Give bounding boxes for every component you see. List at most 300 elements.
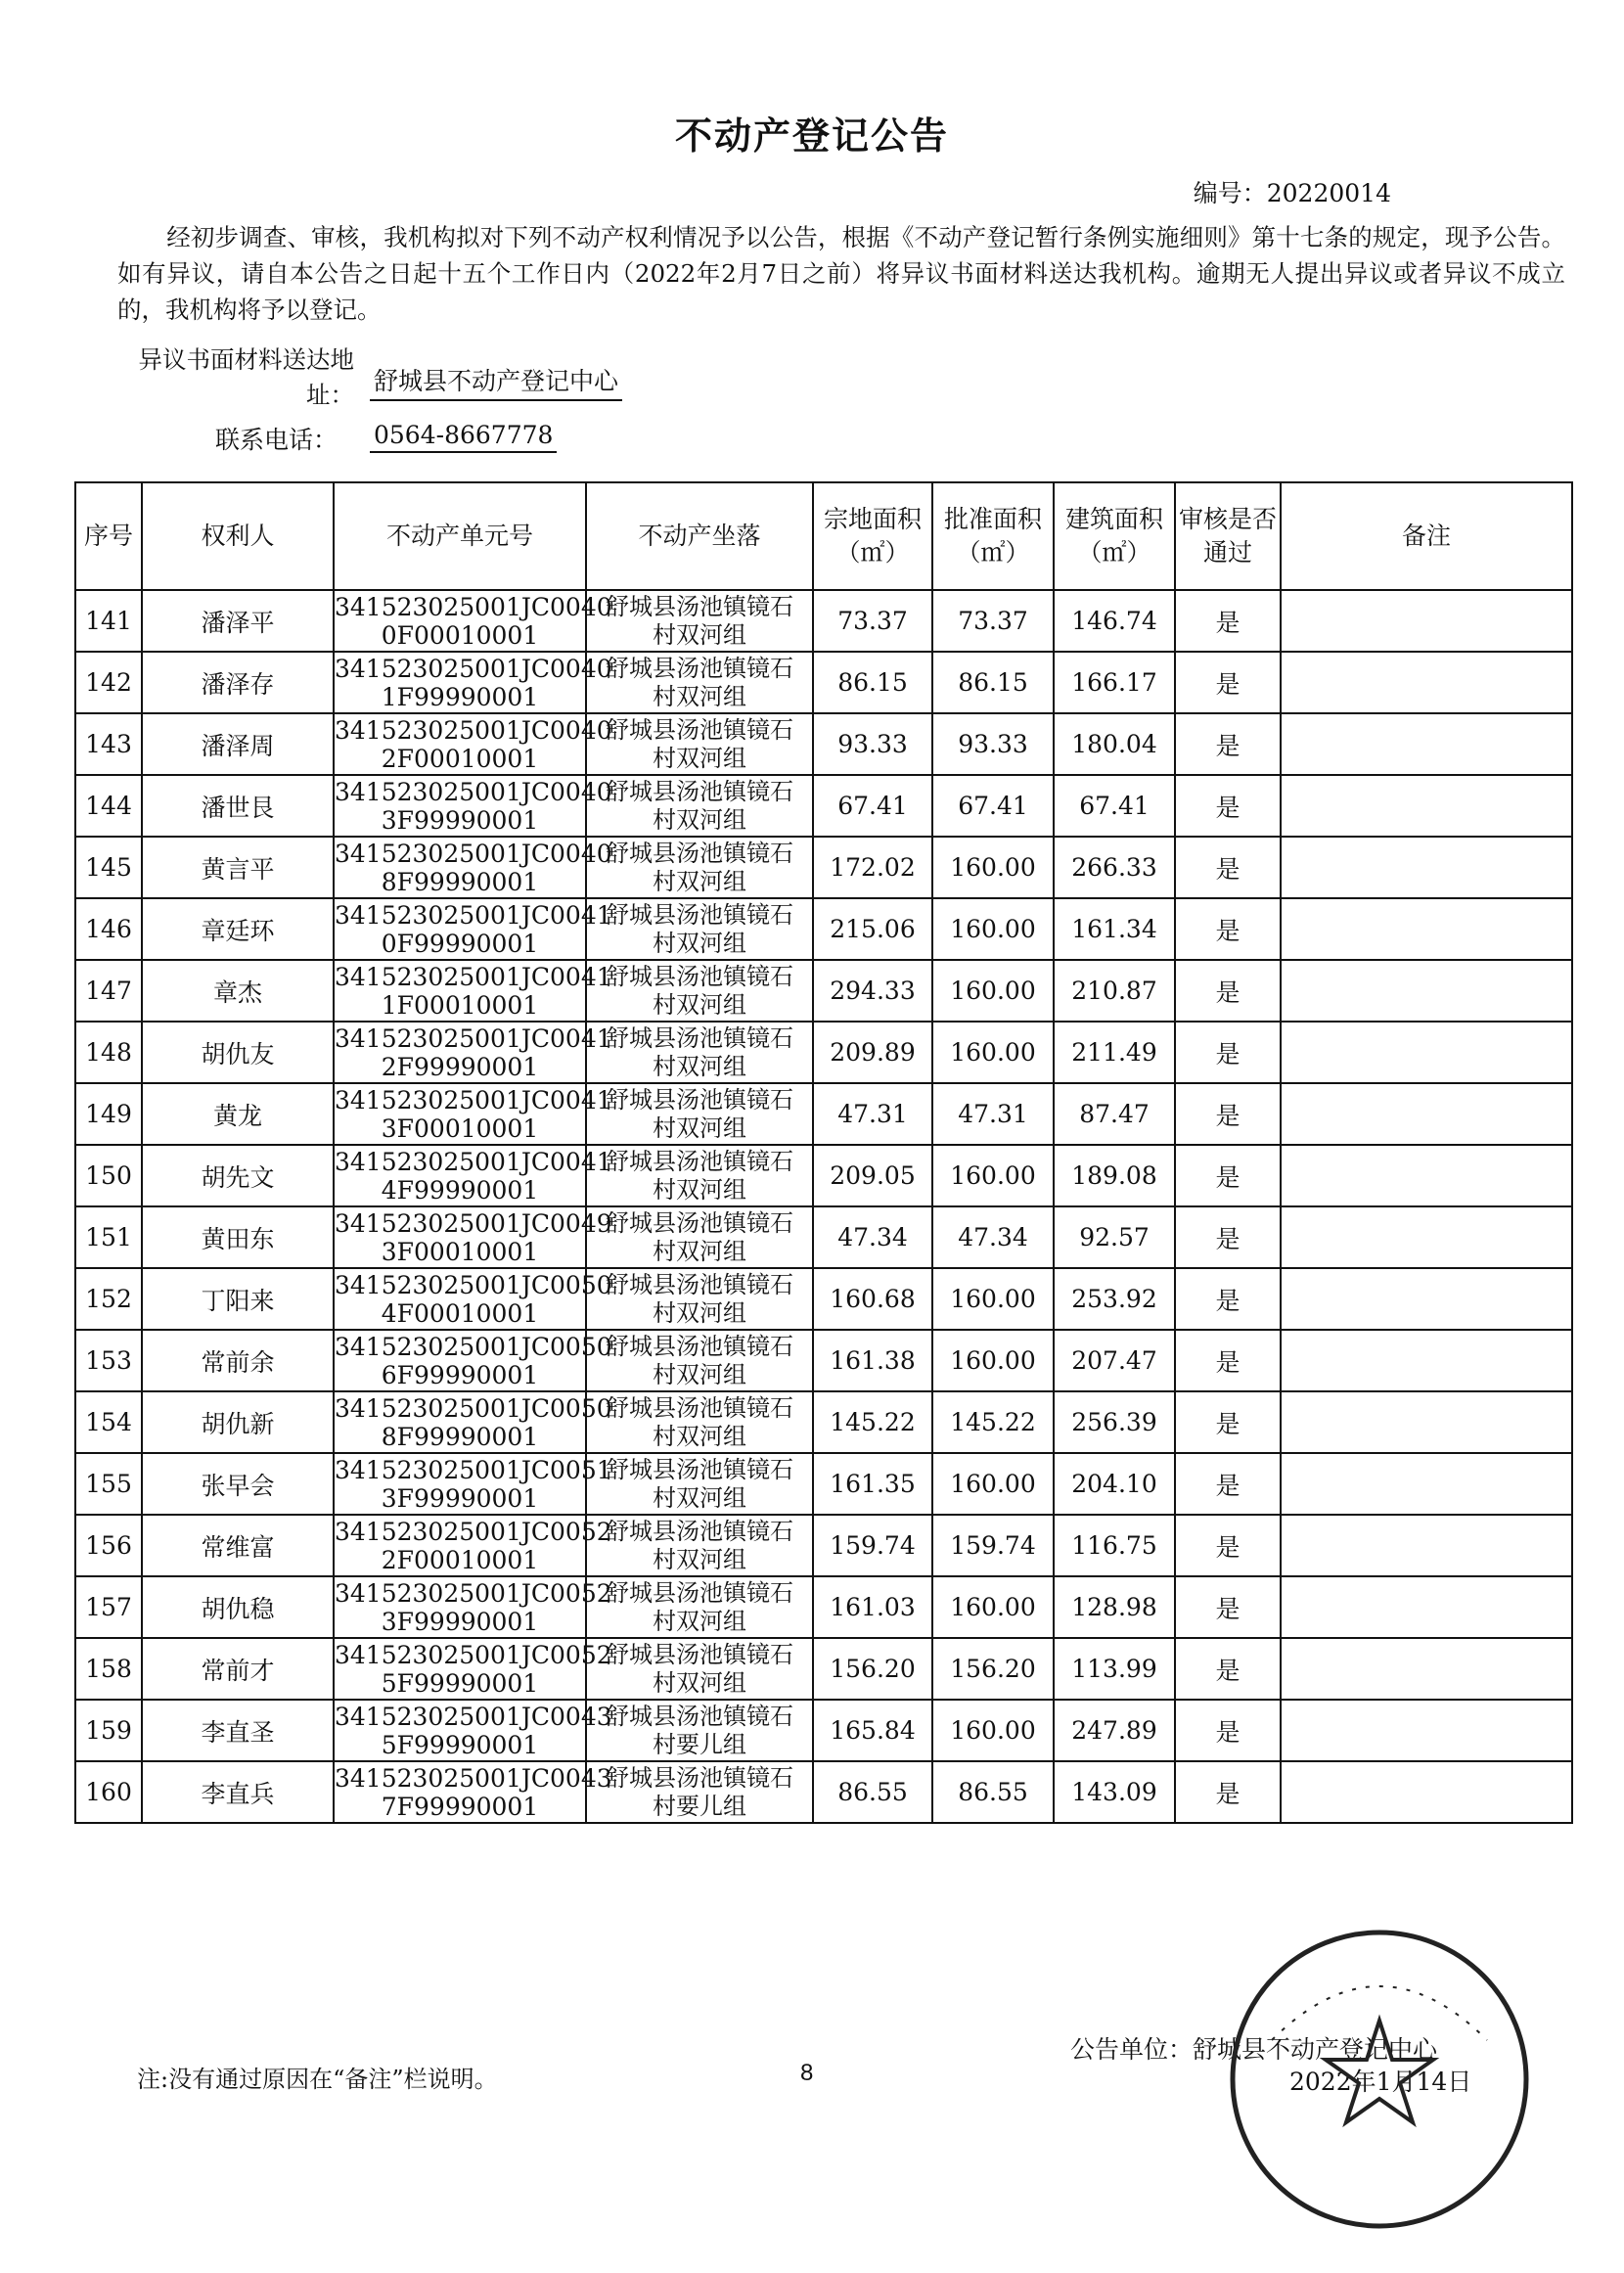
building-area-cell — [1054, 775, 1175, 837]
unit-number-cell-text: 3F99990001 — [381, 805, 539, 835]
location-cell — [586, 775, 813, 837]
table-row — [75, 1453, 1572, 1515]
location-cell-text: 舒城县汤池镇镜石 — [606, 962, 793, 990]
table-row — [75, 1391, 1572, 1453]
unit-number-cell-text: 341523025001JC0052 — [335, 1517, 612, 1546]
remark-cell — [1281, 1515, 1572, 1576]
location-cell-text: 村双河组 — [653, 1607, 746, 1635]
location-cell-text: 舒城县汤池镇镜石 — [606, 900, 793, 929]
location-cell-text: 村要儿组 — [653, 1792, 746, 1820]
table-row — [75, 960, 1572, 1022]
remark-cell — [1281, 1206, 1572, 1268]
unit-number-cell — [334, 1576, 612, 1638]
review-pass-cell-text: 是 — [1215, 1039, 1241, 1068]
building-area-cell-text: 211.49 — [1071, 1038, 1157, 1067]
approved-area-cell-text: 47.34 — [958, 1223, 1028, 1251]
owner-cell-text: 潘泽平 — [201, 608, 275, 637]
row-number-text: 160 — [85, 1778, 132, 1806]
building-area-cell-text: 113.99 — [1071, 1655, 1157, 1683]
table-row — [75, 1022, 1572, 1083]
unit-number-cell-text: 3F99990001 — [381, 1483, 539, 1513]
row-number — [75, 775, 142, 837]
owner-cell-text: 常前余 — [201, 1347, 275, 1377]
review-pass-cell — [1175, 1145, 1281, 1206]
location-cell — [586, 1391, 813, 1453]
owner-cell — [142, 1453, 334, 1515]
unit-number-cell-text: 8F99990001 — [381, 867, 539, 896]
review-pass-cell-text: 是 — [1215, 793, 1241, 822]
land-area-cell-text: 161.03 — [830, 1593, 916, 1621]
unit-number-cell — [334, 960, 612, 1022]
unit-number-cell — [334, 1515, 612, 1576]
review-pass-cell-text: 是 — [1215, 1594, 1241, 1623]
building-area-cell-text: 146.74 — [1071, 607, 1157, 635]
owner-cell — [142, 1206, 334, 1268]
review-pass-cell — [1175, 1083, 1281, 1145]
building-area-cell-text: 207.47 — [1071, 1346, 1157, 1375]
review-pass-cell-text: 是 — [1215, 1101, 1241, 1130]
row-number — [75, 1083, 142, 1145]
approved-area-cell — [932, 898, 1054, 960]
owner-cell — [142, 1022, 334, 1083]
row-number — [75, 713, 142, 775]
location-cell-text: 舒城县汤池镇镜石 — [606, 592, 793, 620]
land-area-cell — [813, 652, 932, 713]
owner-cell — [142, 837, 334, 898]
approved-area-cell-text: 160.00 — [950, 1470, 1036, 1498]
review-pass-cell-text: 是 — [1215, 1532, 1241, 1562]
approved-area-cell-text: 160.00 — [950, 1285, 1036, 1313]
location-cell — [586, 1453, 813, 1515]
row-number-text: 142 — [85, 668, 132, 697]
approved-area-cell — [932, 1761, 1054, 1823]
approved-area-cell-text: 160.00 — [950, 977, 1036, 1005]
land-area-cell-text: 161.38 — [830, 1346, 916, 1375]
remark-cell — [1281, 1268, 1572, 1330]
remark-cell — [1281, 1576, 1572, 1638]
location-cell — [586, 1022, 813, 1083]
location-cell — [586, 1700, 813, 1761]
phone-value: 0564-8667778 — [370, 421, 557, 453]
review-pass-cell-text: 是 — [1215, 1409, 1241, 1438]
unit-number-cell-text: 2F99990001 — [381, 1052, 539, 1081]
row-number-text: 143 — [85, 730, 132, 758]
unit-number-cell — [334, 1638, 612, 1700]
remark-cell — [1281, 898, 1572, 960]
building-area-cell — [1054, 713, 1175, 775]
owner-cell-text: 张早会 — [201, 1471, 275, 1500]
header-cell: 不动产坐落 — [586, 482, 813, 590]
unit-number-cell-text: 341523025001JC0041 — [335, 1085, 612, 1114]
row-number — [75, 652, 142, 713]
row-number-text: 154 — [85, 1408, 132, 1436]
approved-area-cell-text: 160.00 — [950, 1593, 1036, 1621]
review-pass-cell-text: 是 — [1215, 1656, 1241, 1685]
location-cell-text: 村双河组 — [653, 1237, 746, 1265]
remark-cell — [1281, 775, 1572, 837]
unit-number-cell — [334, 837, 612, 898]
unit-number-cell — [334, 1083, 612, 1145]
remark-cell — [1281, 1083, 1572, 1145]
unit-number-cell — [334, 775, 612, 837]
row-number — [75, 1206, 142, 1268]
unit-number-cell — [334, 1022, 612, 1083]
review-pass-cell — [1175, 775, 1281, 837]
owner-cell — [142, 1576, 334, 1638]
review-pass-cell — [1175, 1576, 1281, 1638]
table-row — [75, 1700, 1572, 1761]
row-number — [75, 1576, 142, 1638]
approved-area-cell-text: 145.22 — [950, 1408, 1036, 1436]
document-title: 不动产登记公告 — [674, 114, 949, 158]
approved-area-cell-text: 93.33 — [958, 730, 1028, 758]
unit-number-cell-text: 3F00010001 — [381, 1114, 539, 1143]
approved-area-cell — [932, 1700, 1054, 1761]
row-number — [75, 1268, 142, 1330]
approved-area-cell — [932, 1330, 1054, 1391]
location-cell — [586, 1761, 813, 1823]
location-cell-text: 村双河组 — [653, 1298, 746, 1327]
table-row — [75, 652, 1572, 713]
location-cell — [586, 1083, 813, 1145]
table-row — [75, 713, 1572, 775]
review-pass-cell — [1175, 1330, 1281, 1391]
location-cell-text: 舒城县汤池镇镜石 — [606, 1332, 793, 1360]
land-area-cell — [813, 713, 932, 775]
remark-cell — [1281, 652, 1572, 713]
seal-icon — [1203, 1913, 1556, 2246]
building-area-cell — [1054, 1638, 1175, 1700]
location-cell-text: 舒城县汤池镇镜石 — [606, 1208, 793, 1237]
row-number-text: 145 — [85, 853, 132, 882]
review-pass-cell-text: 是 — [1215, 1224, 1241, 1253]
building-area-cell — [1054, 960, 1175, 1022]
unit-number-cell-text: 341523025001JC0041 — [335, 962, 612, 991]
issue-date: 2022年1月14日 — [1289, 2068, 1472, 2096]
location-cell — [586, 1515, 813, 1576]
land-area-cell-text: 93.33 — [837, 730, 908, 758]
owner-cell-text: 常维富 — [201, 1532, 275, 1562]
review-pass-cell — [1175, 1638, 1281, 1700]
header-cell: 审核是否通过 — [1175, 482, 1281, 590]
location-cell — [586, 898, 813, 960]
table-row — [75, 1083, 1572, 1145]
approved-area-cell — [932, 1515, 1054, 1576]
land-area-cell — [813, 1145, 932, 1206]
location-cell-text: 村双河组 — [653, 1114, 746, 1142]
building-area-cell — [1054, 837, 1175, 898]
review-pass-cell — [1175, 1515, 1281, 1576]
unit-number-cell-text: 341523025001JC0049 — [335, 1208, 612, 1238]
location-cell-text: 舒城县汤池镇镜石 — [606, 1763, 793, 1792]
building-area-cell — [1054, 1145, 1175, 1206]
building-area-cell — [1054, 1022, 1175, 1083]
approved-area-cell — [932, 1638, 1054, 1700]
row-number — [75, 1638, 142, 1700]
unit-number-cell — [334, 1700, 612, 1761]
review-pass-cell-text: 是 — [1215, 1471, 1241, 1500]
review-pass-cell-text: 是 — [1215, 1286, 1241, 1315]
header-cell: 批准面积（㎡） — [932, 482, 1054, 590]
approved-area-cell — [932, 1083, 1054, 1145]
land-area-cell-text: 161.35 — [830, 1470, 916, 1498]
unit-number-cell-text: 1F00010001 — [381, 990, 539, 1020]
review-pass-cell — [1175, 960, 1281, 1022]
land-area-cell — [813, 590, 932, 652]
row-number-text: 152 — [85, 1285, 132, 1313]
building-area-cell-text: 143.09 — [1071, 1778, 1157, 1806]
table-row — [75, 1145, 1572, 1206]
land-area-cell-text: 145.22 — [830, 1408, 916, 1436]
review-pass-cell-text: 是 — [1215, 916, 1241, 945]
land-area-cell — [813, 775, 932, 837]
approved-area-cell — [932, 960, 1054, 1022]
location-cell-text: 舒城县汤池镇镜石 — [606, 1270, 793, 1298]
land-area-cell — [813, 1083, 932, 1145]
unit-number-cell-text: 341523025001JC0050 — [335, 1332, 612, 1361]
land-area-cell-text: 215.06 — [830, 915, 916, 943]
header-cell: 权利人 — [142, 482, 334, 590]
unit-number-cell — [334, 1268, 612, 1330]
review-pass-cell — [1175, 652, 1281, 713]
owner-cell — [142, 775, 334, 837]
unit-number-cell-text: 341523025001JC0040 — [335, 592, 612, 621]
land-area-cell — [813, 1022, 932, 1083]
owner-cell-text: 胡仇友 — [201, 1039, 275, 1068]
approved-area-cell-text: 73.37 — [958, 607, 1028, 635]
land-area-cell-text: 86.15 — [837, 668, 908, 697]
table-row — [75, 1206, 1572, 1268]
land-area-cell — [813, 1330, 932, 1391]
remark-cell — [1281, 1700, 1572, 1761]
location-cell — [586, 1206, 813, 1268]
approved-area-cell — [932, 837, 1054, 898]
location-cell — [586, 960, 813, 1022]
owner-cell-text: 丁阳来 — [201, 1286, 275, 1315]
location-cell-text: 村双河组 — [653, 1422, 746, 1450]
row-number — [75, 1761, 142, 1823]
owner-cell-text: 章廷环 — [201, 916, 275, 945]
unit-number-cell — [334, 1145, 612, 1206]
building-area-cell-text: 166.17 — [1071, 668, 1157, 697]
official-seal — [1203, 1913, 1556, 2246]
review-pass-cell — [1175, 1206, 1281, 1268]
building-area-cell — [1054, 1761, 1175, 1823]
approved-area-cell-text: 160.00 — [950, 1161, 1036, 1190]
row-number-text: 158 — [85, 1655, 132, 1683]
owner-cell — [142, 1391, 334, 1453]
row-number-text: 156 — [85, 1531, 132, 1560]
unit-number-cell — [334, 898, 612, 960]
unit-number-cell-text: 5F99990001 — [381, 1730, 539, 1759]
review-pass-cell — [1175, 837, 1281, 898]
building-area-cell — [1054, 1268, 1175, 1330]
owner-cell — [142, 1145, 334, 1206]
approved-area-cell — [932, 1145, 1054, 1206]
unit-number-cell-text: 0F00010001 — [381, 620, 539, 650]
review-pass-cell — [1175, 1022, 1281, 1083]
building-area-cell — [1054, 1576, 1175, 1638]
owner-cell — [142, 713, 334, 775]
owner-cell — [142, 1083, 334, 1145]
unit-number-cell-text: 341523025001JC0041 — [335, 1147, 612, 1176]
building-area-cell-text: 189.08 — [1071, 1161, 1157, 1190]
location-cell — [586, 1268, 813, 1330]
footer-note: 注:没有通过原因在“备注”栏说明。 — [137, 2066, 498, 2093]
location-cell — [586, 1145, 813, 1206]
unit-number-cell-text: 3F99990001 — [381, 1607, 539, 1636]
approved-area-cell-text: 67.41 — [958, 792, 1028, 820]
approved-area-cell-text: 159.74 — [950, 1531, 1036, 1560]
approved-area-cell-text: 47.31 — [958, 1100, 1028, 1128]
header-cell: 备注 — [1281, 482, 1572, 590]
unit-number-cell-text: 341523025001JC0043 — [335, 1763, 612, 1793]
location-cell-text: 舒城县汤池镇镜石 — [606, 1455, 793, 1483]
building-area-cell-text: 92.57 — [1079, 1223, 1150, 1251]
land-area-cell — [813, 1391, 932, 1453]
owner-cell-text: 章杰 — [212, 977, 262, 1007]
location-cell-text: 村双河组 — [653, 620, 746, 649]
table-row — [75, 1330, 1572, 1391]
location-cell-text: 舒城县汤池镇镜石 — [606, 1640, 793, 1668]
approved-area-cell-text: 86.55 — [958, 1778, 1028, 1806]
location-cell-text: 村双河组 — [653, 682, 746, 710]
remark-cell — [1281, 960, 1572, 1022]
review-pass-cell-text: 是 — [1215, 977, 1241, 1007]
row-number — [75, 1022, 142, 1083]
approved-area-cell-text: 86.15 — [958, 668, 1028, 697]
header-cell: 建筑面积（㎡） — [1054, 482, 1175, 590]
location-cell-text: 舒城县汤池镇镜石 — [606, 654, 793, 682]
seal-code — [1203, 1913, 1204, 1914]
review-pass-cell — [1175, 1391, 1281, 1453]
unit-number-cell-text: 3F00010001 — [381, 1237, 539, 1266]
location-cell-text: 村双河组 — [653, 1052, 746, 1080]
unit-number-cell — [334, 1453, 612, 1515]
unit-number-cell — [334, 1761, 612, 1823]
review-pass-cell — [1175, 590, 1281, 652]
owner-cell — [142, 652, 334, 713]
unit-number-cell-text: 7F99990001 — [381, 1792, 539, 1821]
land-area-cell-text: 159.74 — [830, 1531, 916, 1560]
unit-number-cell-text: 341523025001JC0040 — [335, 715, 612, 745]
unit-number-cell — [334, 1391, 612, 1453]
building-area-cell — [1054, 1083, 1175, 1145]
building-area-cell — [1054, 898, 1175, 960]
remark-cell — [1281, 1145, 1572, 1206]
unit-number-cell-text: 341523025001JC0050 — [335, 1393, 612, 1423]
owner-cell-text: 黄田东 — [201, 1224, 275, 1253]
unit-number-cell — [334, 1206, 612, 1268]
land-area-cell — [813, 960, 932, 1022]
land-area-cell — [813, 837, 932, 898]
building-area-cell-text: 128.98 — [1071, 1593, 1157, 1621]
location-cell-text: 舒城县汤池镇镜石 — [606, 1393, 793, 1422]
row-number-text: 157 — [85, 1593, 132, 1621]
review-pass-cell-text: 是 — [1215, 1717, 1241, 1747]
location-cell-text: 村双河组 — [653, 929, 746, 957]
unit-number-cell-text: 341523025001JC0041 — [335, 900, 612, 930]
land-area-cell-text: 294.33 — [830, 977, 916, 1005]
table-row — [75, 590, 1572, 652]
remark-cell — [1281, 1453, 1572, 1515]
land-area-cell — [813, 1268, 932, 1330]
owner-cell-text: 黄言平 — [201, 854, 275, 884]
location-cell-text: 村双河组 — [653, 1175, 746, 1204]
owner-cell — [142, 1761, 334, 1823]
review-pass-cell-text: 是 — [1215, 731, 1241, 760]
owner-cell — [142, 1515, 334, 1576]
owner-cell — [142, 1638, 334, 1700]
owner-cell-text: 李直兵 — [201, 1779, 275, 1808]
unit-number-cell-text: 2F00010001 — [381, 1545, 539, 1574]
owner-cell-text: 胡仇新 — [201, 1409, 275, 1438]
row-number — [75, 1700, 142, 1761]
owner-cell-text: 黄龙 — [212, 1101, 262, 1130]
row-number — [75, 1515, 142, 1576]
building-area-cell — [1054, 1330, 1175, 1391]
building-area-cell-text: 253.92 — [1071, 1285, 1157, 1313]
unit-number-cell-text: 341523025001JC0050 — [335, 1270, 612, 1299]
location-cell — [586, 837, 813, 898]
review-pass-cell — [1175, 1453, 1281, 1515]
location-cell-text: 舒城县汤池镇镜石 — [606, 1517, 793, 1545]
land-area-cell — [813, 1761, 932, 1823]
unit-number-cell-text: 341523025001JC0040 — [335, 654, 612, 683]
row-number — [75, 837, 142, 898]
owner-cell-text: 常前才 — [201, 1656, 275, 1685]
row-number-text: 144 — [85, 792, 132, 820]
unit-number-cell-text: 8F99990001 — [381, 1422, 539, 1451]
owner-cell — [142, 590, 334, 652]
land-area-cell-text: 73.37 — [837, 607, 908, 635]
building-area-cell — [1054, 1391, 1175, 1453]
row-number — [75, 1145, 142, 1206]
location-cell — [586, 652, 813, 713]
page-number: 8 — [800, 2060, 814, 2086]
row-number-text: 159 — [85, 1716, 132, 1745]
owner-cell-text: 李直圣 — [201, 1717, 275, 1747]
owner-cell-text: 胡仇稳 — [201, 1594, 275, 1623]
approved-area-cell-text: 156.20 — [950, 1655, 1036, 1683]
location-cell — [586, 1576, 813, 1638]
owner-cell-text: 胡先文 — [201, 1162, 275, 1192]
remark-cell — [1281, 1022, 1572, 1083]
location-cell-text: 村双河组 — [653, 1483, 746, 1512]
location-cell-text: 舒城县汤池镇镜石 — [606, 1085, 793, 1114]
approved-area-cell — [932, 652, 1054, 713]
approved-area-cell-text: 160.00 — [950, 1038, 1036, 1067]
land-area-cell-text: 165.84 — [830, 1716, 916, 1745]
land-area-cell-text: 67.41 — [837, 792, 908, 820]
building-area-cell-text: 247.89 — [1071, 1716, 1157, 1745]
row-number — [75, 1453, 142, 1515]
location-cell-text: 村双河组 — [653, 1360, 746, 1388]
approved-area-cell — [932, 775, 1054, 837]
owner-cell-text: 潘泽周 — [201, 731, 275, 760]
table-row — [75, 837, 1572, 898]
building-area-cell-text: 87.47 — [1079, 1100, 1150, 1128]
location-cell-text: 村双河组 — [653, 744, 746, 772]
unit-number-cell — [334, 590, 612, 652]
building-area-cell-text: 256.39 — [1071, 1408, 1157, 1436]
address-label: 异议书面材料送达地址： — [138, 345, 354, 409]
location-cell-text: 村双河组 — [653, 867, 746, 895]
remark-cell — [1281, 1330, 1572, 1391]
land-area-cell-text: 209.05 — [830, 1161, 916, 1190]
building-area-cell — [1054, 1206, 1175, 1268]
location-cell — [586, 1330, 813, 1391]
